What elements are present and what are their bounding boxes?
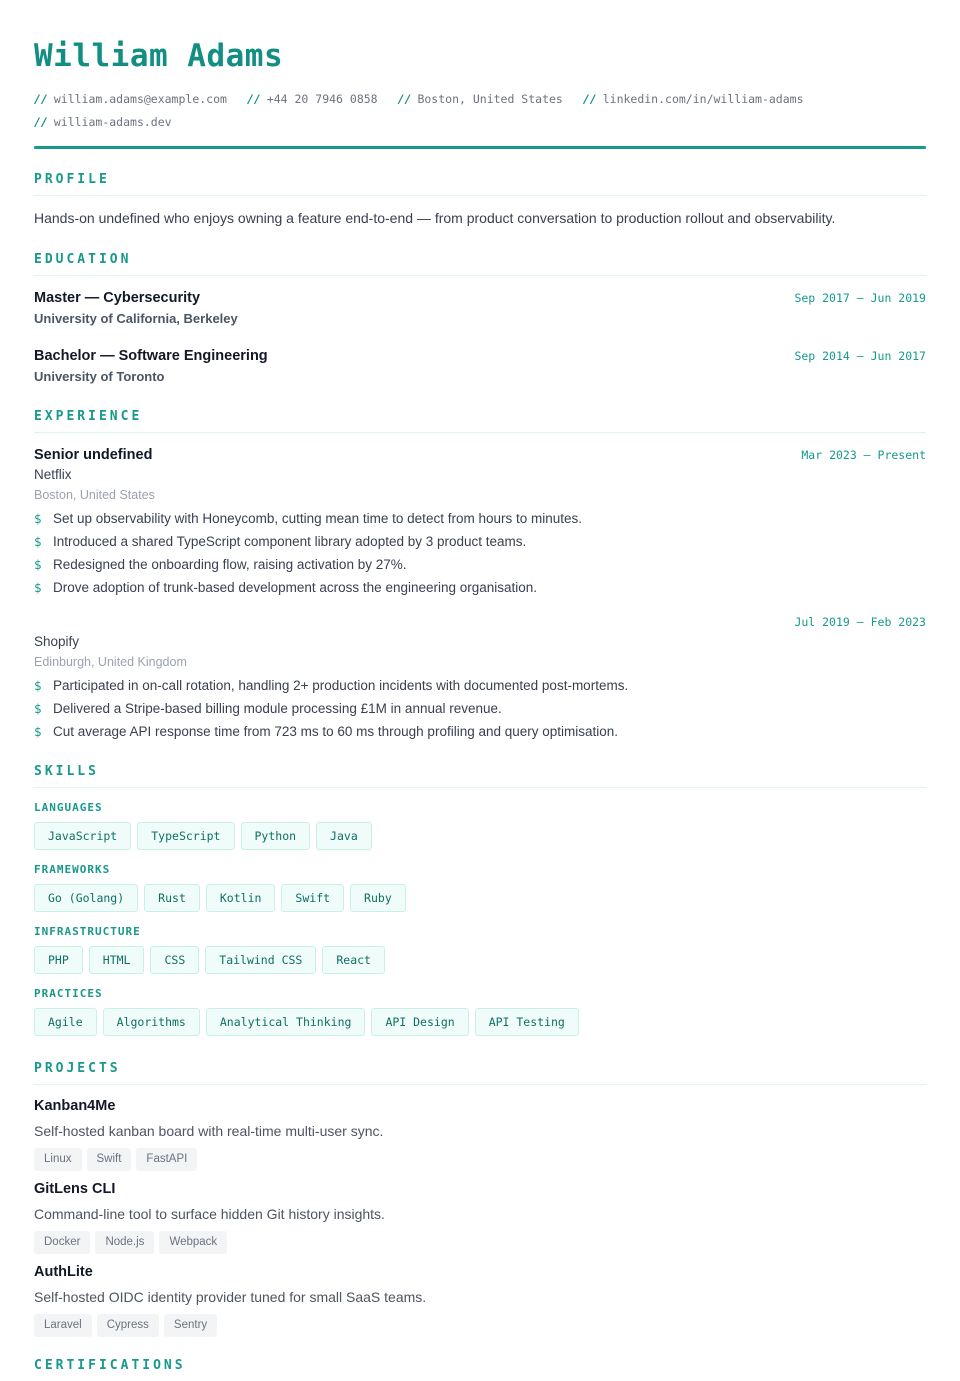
education-dates: Sep 2014 – Jun 2017 (794, 349, 926, 363)
tech-tag: Webpack (159, 1231, 227, 1254)
list-item: $ Drove adoption of trunk-based development across the engineering organisation. (34, 576, 926, 599)
project-item (34, 1179, 926, 1254)
tech-tag: Linux (34, 1148, 82, 1171)
skill-pill: Rust (144, 884, 200, 912)
achievement-list (34, 674, 926, 743)
skill-pill: Java (316, 822, 372, 850)
contact-email[interactable]: // william.adams@example.com (34, 92, 227, 106)
job-location: Boston, United States (34, 488, 155, 502)
skill-category-practices: PRACTICES (34, 987, 103, 1000)
tech-tag: FastAPI (136, 1148, 197, 1171)
tech-tag: Laravel (34, 1314, 92, 1337)
tech-tag-list (34, 1148, 926, 1171)
company-name: Shopify (34, 634, 80, 649)
experience-item (34, 612, 926, 743)
education-item (34, 346, 926, 388)
dollar-bullet-icon: $ (34, 511, 42, 526)
job-dates: Jul 2019 – Feb 2023 (794, 615, 926, 629)
candidate-name: William Adams (34, 38, 284, 74)
degree: Bachelor — Software Engineering (34, 348, 268, 364)
skill-pill: Analytical Thinking (206, 1008, 366, 1036)
slash-separator-icon: // (246, 92, 261, 106)
project-description: Self-hosted kanban board with real-time multi-user sync. (34, 1123, 384, 1139)
experience-item (34, 445, 926, 599)
profile-summary: Hands-on undefined who enjoys owning a feature end-to-end — from product conversation to production rollout and observability. (34, 210, 836, 226)
skill-pill-list (34, 822, 926, 850)
contact-phone[interactable]: // +44 20 7946 0858 (246, 92, 378, 106)
dollar-bullet-icon: $ (34, 534, 42, 549)
dollar-bullet-icon: $ (34, 580, 42, 595)
skill-pill: JavaScript (34, 822, 131, 850)
skill-pill: PHP (34, 946, 83, 974)
contact-location: // Boston, United States (397, 92, 563, 106)
job-location: Edinburgh, United Kingdom (34, 655, 187, 669)
section-title: EDUCATION (34, 251, 926, 276)
dollar-bullet-icon: $ (34, 678, 42, 693)
dollar-bullet-icon: $ (34, 701, 42, 716)
project-name: AuthLite (34, 1264, 93, 1280)
section-title: PROFILE (34, 171, 926, 196)
slash-separator-icon: // (397, 92, 412, 106)
tech-tag-list (34, 1314, 926, 1337)
skill-category-languages: LANGUAGES (34, 801, 103, 814)
skill-pill: Go (Golang) (34, 884, 138, 912)
skill-pill: Agile (34, 1008, 97, 1036)
skill-category-infrastructure: INFRASTRUCTURE (34, 925, 141, 938)
skill-pill-list (34, 946, 926, 974)
skill-pill: CSS (150, 946, 199, 974)
contact-list (34, 88, 864, 134)
section-title: CERTIFICATIONS (34, 1358, 186, 1373)
skill-pill: HTML (89, 946, 145, 974)
slash-separator-icon: // (34, 92, 48, 106)
school: University of California, Berkeley (34, 311, 238, 326)
slash-separator-icon: // (34, 115, 48, 129)
education-dates: Sep 2017 – Jun 2019 (794, 291, 926, 305)
section-title: PROJECTS (34, 1060, 926, 1085)
section-title: SKILLS (34, 763, 926, 788)
list-item: $ Introduced a shared TypeScript component library adopted by 3 product teams. (34, 530, 926, 553)
list-item: $ Delivered a Stripe-based billing module processing £1M in annual revenue. (34, 697, 926, 720)
skill-pill: TypeScript (137, 822, 234, 850)
projects-section (34, 1060, 926, 1337)
experience-section (34, 408, 926, 743)
degree: Master — Cybersecurity (34, 290, 201, 306)
skill-pill: Kotlin (206, 884, 276, 912)
list-item: $ Redesigned the onboarding flow, raising activation by 27%. (34, 553, 926, 576)
skill-pill: API Testing (475, 1008, 579, 1036)
skill-pill: API Design (371, 1008, 468, 1036)
project-description: Self-hosted OIDC identity provider tuned for small SaaS teams. (34, 1289, 427, 1305)
school: University of Toronto (34, 369, 165, 384)
skill-pill: Swift (281, 884, 344, 912)
dollar-bullet-icon: $ (34, 557, 42, 572)
slash-separator-icon: // (582, 92, 597, 106)
skill-pill: Algorithms (103, 1008, 200, 1036)
list-item: $ Set up observability with Honeycomb, cutting mean time to detect from hours to minutes. (34, 507, 926, 530)
education-item (34, 288, 926, 330)
header-divider (34, 146, 926, 149)
certifications-section (34, 1357, 926, 1381)
skill-pill: Tailwind CSS (205, 946, 316, 974)
project-description: Command-line tool to surface hidden Git history insights. (34, 1206, 385, 1222)
project-item (34, 1096, 926, 1171)
project-name: GitLens CLI (34, 1181, 116, 1197)
tech-tag: Docker (34, 1231, 90, 1254)
job-dates: Mar 2023 – Present (801, 448, 926, 462)
skill-pill: React (322, 946, 385, 974)
skill-pill-list (34, 884, 926, 912)
tech-tag: Swift (87, 1148, 132, 1171)
skill-category-frameworks: FRAMEWORKS (34, 863, 111, 876)
tech-tag: Cypress (97, 1314, 159, 1337)
project-item (34, 1262, 926, 1337)
education-section (34, 251, 926, 388)
contact-website[interactable]: // william-adams.dev (34, 115, 172, 129)
list-item: $ Cut average API response time from 723 ms to 60 ms through profiling and query optimisation. (34, 720, 926, 743)
skill-pill: Python (241, 822, 311, 850)
skill-pill-list (34, 1008, 926, 1036)
dollar-bullet-icon: $ (34, 724, 42, 739)
profile-section (34, 171, 926, 227)
tech-tag-list (34, 1231, 926, 1254)
achievement-list (34, 507, 926, 599)
project-name: Kanban4Me (34, 1098, 116, 1114)
company-name: Netflix (34, 467, 72, 482)
skills-section (34, 763, 926, 1036)
tech-tag: Node.js (95, 1231, 154, 1254)
resume-header (34, 36, 926, 149)
job-title: Senior undefined (34, 447, 153, 463)
skill-pill: Ruby (350, 884, 406, 912)
section-title: EXPERIENCE (34, 408, 926, 433)
tech-tag: Sentry (164, 1314, 217, 1337)
list-item: $ Participated in on-call rotation, handling 2+ production incidents with documented post-mortems. (34, 674, 926, 697)
contact-linkedin[interactable]: // linkedin.com/in/william-adams (582, 92, 804, 106)
